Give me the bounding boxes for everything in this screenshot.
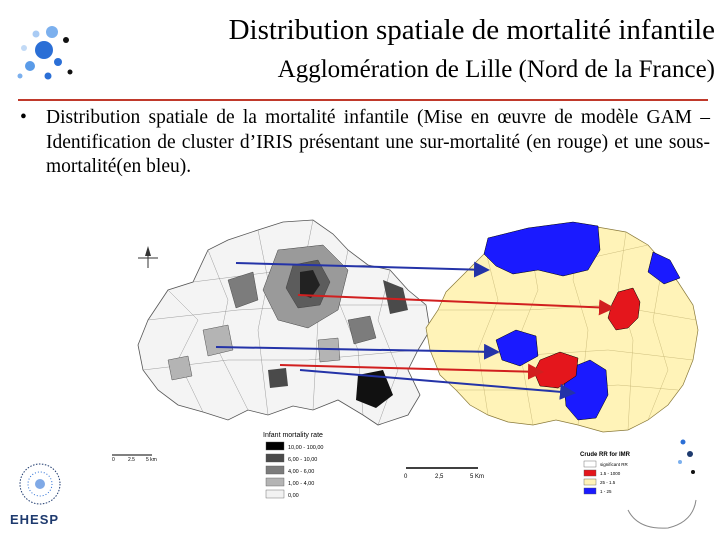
left-map — [112, 220, 430, 499]
right-scale-bar — [404, 468, 484, 480]
left-legend-item: 10,00 - 100,00 — [288, 445, 324, 451]
left-legend — [266, 442, 323, 499]
north-arrow-icon — [138, 246, 158, 268]
blue-cluster — [484, 222, 600, 276]
maps-figure — [108, 210, 720, 540]
bullet-text: Distribution spatiale de la mortalité infantile (Mise en œuvre de modèle GAM – Identification de cluster d’IRIS présentant une sur-mortalité (en rouge) et une sous-mortalité(en bleu). — [46, 107, 710, 177]
right-legend-item: significant RR — [600, 462, 628, 467]
right-legend-title: Crude RR for IMR — [580, 452, 630, 458]
right-legend-item: 25 - 1.5 — [600, 480, 616, 485]
left-legend-item: 6,00 - 10,00 — [288, 457, 318, 463]
right-legend-item: 1.5 - 1000 — [600, 471, 621, 476]
ehesp-logo-text: EHESP — [10, 512, 60, 527]
title-divider — [18, 99, 708, 101]
right-legend-item: 1 - 25 — [600, 489, 612, 494]
ehesp-seal-icon — [10, 460, 70, 540]
left-legend-item: 1,00 - 4,00 — [288, 481, 315, 487]
right-scale-label: 0 — [404, 474, 408, 480]
slide-title: Distribution spatiale de mortalité infantile — [228, 14, 715, 46]
right-scale-label: 5 Km — [470, 474, 485, 480]
right-map — [404, 222, 698, 494]
left-scale-label: 0 — [112, 457, 115, 463]
bullet-point — [20, 106, 710, 180]
bullet-marker: • — [20, 107, 27, 128]
slide-subtitle: Agglomération de Lille (Nord de la France) — [277, 56, 715, 83]
right-scale-label: 2,5 — [435, 474, 444, 480]
left-scale-label: 2.5 — [128, 457, 135, 463]
decorative-ornament-icon — [628, 440, 696, 529]
left-legend-item: 0,00 — [288, 493, 299, 499]
right-legend — [584, 461, 629, 494]
left-legend-item: 4,00 - 6,00 — [288, 469, 315, 475]
dots-logo-icon — [8, 10, 128, 90]
left-legend-title: Infant mortality rate — [263, 432, 323, 439]
left-scale-bar — [112, 455, 157, 463]
left-scale-label: 5 km — [146, 457, 157, 463]
